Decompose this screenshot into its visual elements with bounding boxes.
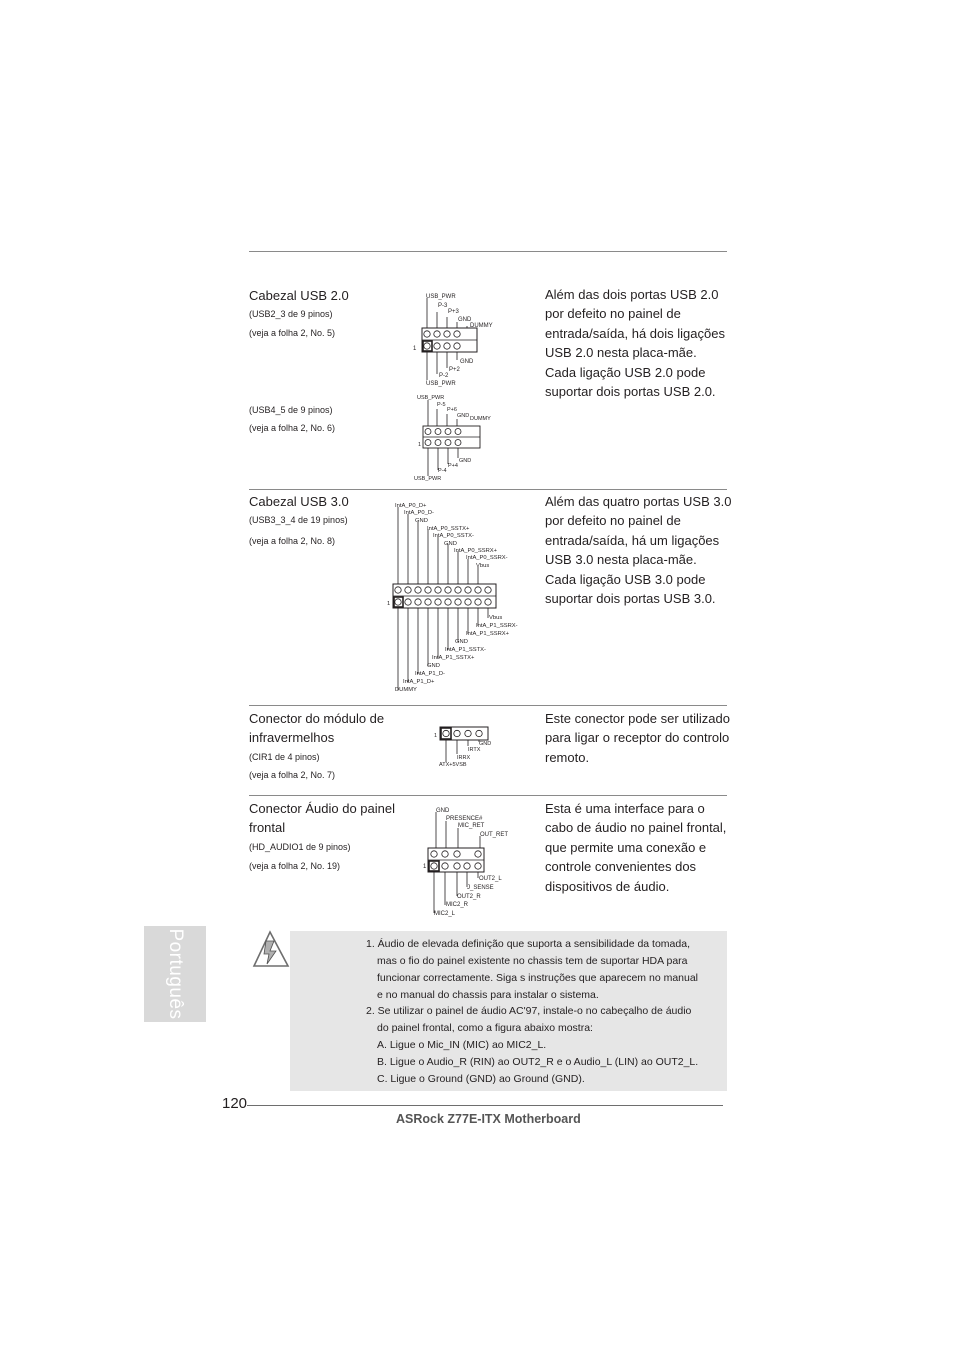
pin1-marker: 1: [434, 733, 438, 739]
section-divider: [249, 489, 727, 490]
usb2-subtitle-2: (USB4_5 de 9 pinos): [249, 405, 333, 415]
usb2-desc-line: por defeito no painel de: [545, 306, 681, 322]
language-tab-label: Português: [165, 928, 186, 1020]
usb3-pin-label: IntA_P1_SSRX+: [466, 631, 510, 637]
cir-desc-line: para ligar o receptor do controlo: [545, 730, 730, 746]
warning-icon: [252, 928, 292, 970]
cir-description: [545, 709, 730, 767]
audio-header-diagram: [420, 802, 520, 920]
section-divider: [249, 705, 727, 706]
usb3-pin-label: GND: [415, 518, 428, 524]
audio-reference: (veja a folha 2, No. 19): [249, 861, 341, 871]
usb2-header-diagram-2: [410, 392, 520, 484]
usb3-pin-label: IntA_P1_D+: [403, 679, 435, 685]
cir-pin-label: IRTX: [468, 747, 481, 753]
audio-desc-line: cabo de áudio no painel frontal,: [545, 820, 727, 836]
audio-desc-line: Esta é uma interface para o: [545, 801, 705, 816]
note-line: C. Ligue o Ground (GND) ao Ground (GND).: [377, 1073, 585, 1085]
cir-reference: (veja a folha 2, No. 7): [249, 770, 336, 780]
audio-pin-label: MIC_RET: [458, 823, 485, 829]
pin1-marker: 1: [387, 601, 391, 607]
usb2-pin-label: P+4: [448, 463, 458, 469]
cir-desc-line: Este conector pode ser utilizado: [545, 711, 730, 726]
usb3-desc-line: USB 3.0 nesta placa-mãe.: [545, 552, 697, 568]
audio-pin-label: OUT2_L: [479, 876, 502, 882]
usb3-pin-label: GND: [427, 663, 440, 669]
note-line: e no manual do chassis para instalar o sistema.: [377, 989, 599, 1001]
note-line: 1. Áudio de elevada definição que suporta a sensibilidade da tomada,: [366, 938, 690, 950]
usb3-desc-line: suportar dois portas USB 3.0.: [545, 591, 716, 607]
usb2-pin-label: DUMMY: [470, 416, 491, 422]
usb3-pin-label: IntA_P0_SSTX-: [433, 533, 474, 539]
usb2-pin-label: USB_PWR: [426, 294, 456, 300]
usb2-pin-label: USB_PWR: [426, 381, 456, 387]
usb2-desc-line: Cada ligação USB 2.0 pode: [545, 364, 706, 380]
usb2-title: Cabezal USB 2.0: [249, 288, 349, 303]
audio-pin-label: GND: [436, 808, 450, 814]
note-line: funcionar correctamente. Siga s instruções que aparecem no manual: [377, 972, 699, 984]
cir-subtitle: (CIR1 de 4 pinos): [249, 752, 320, 762]
pin1-marker: 1: [413, 346, 417, 352]
usb2-pin-label: USB_PWR: [414, 476, 442, 482]
usb2-pin-label: GND: [458, 317, 472, 323]
usb2-pin-label: DUMMY: [470, 323, 493, 329]
usb2-pin-label: USB_PWR: [417, 395, 445, 401]
cir-pin-label: GND: [479, 741, 492, 747]
page-number: 120: [222, 1095, 248, 1112]
usb3-desc-line: Cada ligação USB 3.0 pode: [545, 571, 706, 587]
usb3-pin-label: GND: [444, 541, 457, 547]
usb3-description: [545, 492, 730, 608]
audio-title-line2: frontal: [249, 820, 286, 835]
usb2-pin-label: GND: [460, 359, 474, 365]
audio-title: Conector Áudio do painel: [249, 801, 395, 816]
note-line: mas o fio do painel existente no chassis tem de suportar HDA para: [377, 955, 688, 967]
top-rule: [249, 251, 727, 252]
usb3-header-diagram: [385, 498, 535, 696]
usb2-pin-label: P+6: [447, 407, 457, 413]
usb2-pin-label: GND: [457, 413, 470, 419]
audio-pin-label: PRESENCE#: [446, 816, 483, 822]
usb3-pin-label: IntA_P1_SSTX+: [432, 655, 475, 661]
usb3-pin-label: IntA_P0_SSRX+: [454, 548, 498, 554]
usb2-pin-label: P-3: [438, 303, 448, 309]
usb3-pin-label: IntA_P0_SSRX-: [466, 555, 508, 561]
usb3-desc-line: Além das quatro portas USB 3.0: [545, 494, 732, 509]
usb3-pin-label: Vbus: [489, 615, 503, 621]
audio-pin-label: OUT_RET: [480, 832, 509, 838]
usb3-subtitle: (USB3_3_4 de 19 pinos): [249, 515, 348, 525]
audio-pin-label: J_SENSE: [467, 885, 494, 891]
usb2-pin-label: P-2: [439, 373, 449, 379]
audio-pin-label: MIC2_L: [434, 911, 456, 917]
usb2-pin-label: P-5: [437, 402, 446, 408]
usb3-pin-label: IntA_P1_SSRX-: [476, 623, 518, 629]
usb3-desc-line: entrada/saída, há um ligações: [545, 532, 720, 548]
audio-description: [545, 799, 730, 896]
usb3-desc-line: por defeito no painel de: [545, 513, 681, 529]
note-line: 2. Se utilizar o painel de áudio AC'97, instale-o no cabeçalho de áudio: [366, 1005, 692, 1017]
usb2-desc-line: entrada/saída, há dois ligações: [545, 325, 725, 341]
audio-desc-line: controle convenientes dos: [545, 859, 697, 875]
usb3-pin-label: GND: [455, 639, 468, 645]
usb2-pin-label: P-4: [438, 468, 447, 474]
usb2-desc-line: suportar dois portas USB 2.0.: [545, 384, 716, 400]
cir-pin-label: ATX+5VSB: [439, 762, 467, 768]
usb3-pin-label: IntA_P1_D-: [415, 671, 445, 677]
audio-pin-label: OUT2_R: [457, 894, 481, 900]
cir-header-diagram: [432, 724, 502, 770]
footer-rule: [247, 1105, 723, 1106]
usb3-title: Cabezal USB 3.0: [249, 494, 349, 509]
usb2-reference-2: (veja a folha 2, No. 6): [249, 423, 336, 433]
audio-subtitle: (HD_AUDIO1 de 9 pinos): [249, 842, 351, 852]
usb2-description: [545, 285, 730, 401]
usb3-reference: (veja a folha 2, No. 8): [249, 536, 336, 546]
usb2-reference: (veja a folha 2, No. 5): [249, 328, 336, 338]
note-line: A. Ligue o Mic_IN (MIC) ao MIC2_L.: [377, 1039, 547, 1051]
cir-pin-label: IRRX: [457, 755, 471, 761]
usb2-subtitle: (USB2_3 de 9 pinos): [249, 309, 333, 319]
usb3-pin-label: IntA_P0_D+: [395, 503, 427, 509]
usb3-pin-label: Vbus: [476, 563, 490, 569]
note-line: B. Ligue o Audio_R (RIN) ao OUT2_R e o Audio_L (LIN) ao OUT2_L.: [377, 1056, 699, 1068]
usb2-pin-label: P+3: [448, 309, 459, 315]
cir-desc-line: remoto.: [545, 749, 590, 765]
audio-pin-label: MIC2_R: [446, 902, 469, 908]
audio-desc-line: que permite uma conexão e: [545, 839, 707, 855]
footer-model: ASRock Z77E-ITX Motherboard: [396, 1112, 581, 1126]
usb3-pin-label: IntA_P0_SSTX+: [427, 526, 470, 532]
usb2-header-diagram: [410, 288, 520, 390]
pin1-marker: 1: [423, 864, 427, 870]
section-divider: [249, 795, 727, 796]
usb3-pin-label: DUMMY: [395, 687, 417, 693]
usb2-desc-line: USB 2.0 nesta placa-mãe.: [545, 345, 697, 361]
note-line: do painel frontal, como a figura abaixo mostra:: [377, 1022, 593, 1034]
usb2-desc-line: Além das dois portas USB 2.0: [545, 287, 719, 302]
audio-desc-line: dispositivos de áudio.: [545, 878, 670, 894]
usb3-pin-label: IntA_P0_D-: [404, 510, 434, 516]
cir-title-line2: infravermelhos: [249, 730, 335, 745]
usb2-pin-label: GND: [459, 458, 472, 464]
usb2-pin-label: P+2: [449, 367, 460, 373]
cir-title: Conector do módulo de: [249, 711, 385, 726]
pin1-marker: 1: [418, 442, 422, 448]
usb3-pin-label: IntA_P1_SSTX-: [445, 647, 486, 653]
